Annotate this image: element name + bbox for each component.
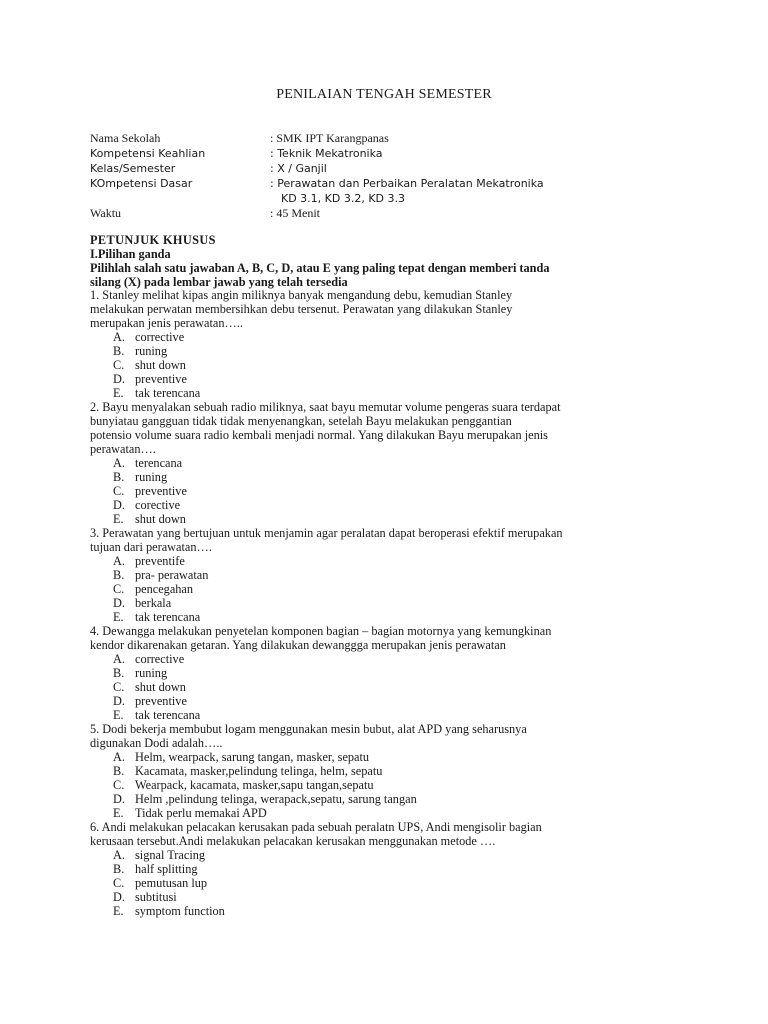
option-text: preventive	[135, 694, 187, 708]
question-text: tujuan dari perawatan….	[90, 540, 212, 554]
meta-label: Nama Sekolah	[90, 131, 161, 145]
answer-option	[113, 484, 187, 498]
option-text: signal Tracing	[135, 848, 206, 862]
option-letter: D.	[113, 596, 125, 610]
answer-option	[113, 610, 200, 624]
option-text: shut down	[135, 358, 186, 372]
option-text: runing	[135, 470, 168, 484]
answer-option	[113, 582, 193, 596]
answer-option	[113, 512, 186, 526]
answer-option	[113, 470, 167, 484]
question-text: 5. Dodi bekerja membubut logam menggunakan mesin bubut, alat APD yang seharusnya	[90, 722, 527, 736]
meta-value: : Perawatan dan Perbaikan Peralatan Mekatronika	[270, 177, 544, 190]
section-label: I.Pilihan ganda	[90, 247, 171, 261]
option-letter: A.	[113, 456, 125, 470]
option-letter: A.	[113, 554, 125, 568]
option-text: Tidak perlu memakai APD	[135, 806, 267, 820]
answer-option	[113, 764, 382, 778]
answer-option	[113, 666, 167, 680]
option-text: symptom function	[135, 904, 225, 918]
answer-option	[113, 344, 167, 358]
option-letter: E.	[113, 806, 124, 820]
answer-option	[113, 750, 369, 764]
option-text: preventive	[135, 484, 187, 498]
option-letter: C.	[113, 582, 125, 596]
option-text: half splitting	[135, 862, 198, 876]
option-letter: B.	[113, 344, 125, 358]
question-text: 2. Bayu menyalakan sebuah radio miliknya, saat bayu memutar volume pengeras suara terdapat	[90, 400, 561, 414]
option-text: shut down	[135, 680, 186, 694]
meta-value: : Teknik Mekatronika	[270, 147, 383, 160]
option-letter: E.	[113, 708, 124, 722]
option-letter: C.	[113, 680, 125, 694]
question-text: 4. Dewangga melakukan penyetelan komponen bagian – bagian motornya yang kemungkinan	[90, 624, 552, 638]
question-text: 3. Perawatan yang bertujuan untuk menjamin agar peralatan dapat beroperasi efektif merupakan	[90, 526, 563, 540]
answer-option	[113, 554, 185, 568]
option-text: corrective	[135, 652, 185, 666]
answer-option	[113, 358, 186, 372]
option-letter: D.	[113, 498, 125, 512]
answer-option	[113, 876, 207, 890]
question-text: melakukan perwatan membersihkan debu tersenut. Perawatan yang dilakukan Stanley	[90, 302, 513, 316]
option-letter: A.	[113, 652, 125, 666]
option-text: Helm, wearpack, sarung tangan, masker, sepatu	[135, 750, 370, 764]
answer-option	[113, 806, 267, 820]
question-text: 6. Andi melakukan pelacakan kerusakan pada sebuah peralatn UPS, Andi mengisolir bagian	[90, 820, 542, 834]
answer-option	[113, 680, 186, 694]
meta-label: Kelas/Semester	[90, 162, 176, 175]
option-text: corrective	[135, 330, 185, 344]
option-text: tak terencana	[135, 610, 201, 624]
option-text: shut down	[135, 512, 186, 526]
meta-label: Kompetensi Keahlian	[90, 147, 206, 160]
answer-option	[113, 652, 184, 666]
meta-value: : X / Ganjil	[270, 162, 327, 175]
answer-option	[113, 568, 208, 582]
option-letter: B.	[113, 470, 125, 484]
question-text: perawatan….	[90, 442, 156, 456]
option-letter: D.	[113, 372, 125, 386]
meta-label: Waktu	[90, 206, 122, 220]
option-letter: E.	[113, 386, 124, 400]
option-letter: B.	[113, 666, 125, 680]
option-letter: E.	[113, 512, 124, 526]
document-title: PENILAIAN TENGAH SEMESTER	[276, 87, 492, 102]
question-text: merupakan jenis perawatan…..	[90, 316, 243, 330]
answer-option	[113, 330, 184, 344]
option-letter: A.	[113, 750, 125, 764]
option-letter: A.	[113, 848, 125, 862]
question-text: bunyiatau gangguan tidak tidak menyenangkan, setelah Bayu melakukan penggantian	[90, 414, 512, 428]
option-letter: C.	[113, 778, 125, 792]
option-letter: C.	[113, 484, 125, 498]
option-letter: C.	[113, 358, 125, 372]
question-text: 1. Stanley melihat kipas angin miliknya banyak mengandung debu, kemudian Stanley	[90, 288, 513, 302]
option-letter: A.	[113, 330, 125, 344]
answer-option	[113, 596, 171, 610]
answer-option	[113, 456, 182, 470]
answer-option	[113, 694, 187, 708]
option-letter: D.	[113, 890, 125, 904]
option-text: preventive	[135, 372, 187, 386]
option-text: preventife	[135, 554, 185, 568]
option-text: tak terencana	[135, 386, 201, 400]
answer-option	[113, 862, 198, 876]
meta-value: : SMK IPT Karangpanas	[270, 131, 389, 145]
option-text: Kacamata, masker,pelindung telinga, helm, sepatu	[135, 764, 383, 778]
answer-option	[113, 778, 374, 792]
option-letter: B.	[113, 862, 125, 876]
meta-label: KOmpetensi Dasar	[90, 177, 193, 190]
option-text: berkala	[135, 596, 172, 610]
answer-option	[113, 904, 225, 918]
option-letter: E.	[113, 904, 124, 918]
question-text: kendor dikarenakan getaran. Yang dilakukan dewanggga merupakan jenis perawatan	[90, 638, 506, 652]
option-letter: E.	[113, 610, 124, 624]
option-text: Helm ,pelindung telinga, werapack,sepatu, sarung tangan	[135, 792, 417, 806]
answer-option	[113, 386, 200, 400]
option-letter: C.	[113, 876, 125, 890]
option-text: pra- perawatan	[135, 568, 209, 582]
question-text: potensio volume suara radio kembali menjadi normal. Yang dilakukan Bayu merupakan jenis	[90, 428, 548, 442]
question-text: digunakan Dodi adalah…..	[90, 736, 223, 750]
answer-option	[113, 792, 417, 806]
option-text: pencegahan	[135, 582, 194, 596]
option-letter: B.	[113, 764, 125, 778]
option-text: runing	[135, 344, 168, 358]
answer-option	[113, 890, 177, 904]
question-text: kerusaan tersebut.Andi melakukan pelacakan kerusakan menggunakan metode ….	[90, 834, 496, 848]
option-text: runing	[135, 666, 168, 680]
meta-value: : 45 Menit	[270, 206, 320, 220]
option-letter: B.	[113, 568, 125, 582]
answer-option	[113, 498, 180, 512]
option-text: Wearpack, kacamata, masker,sapu tangan,sepatu	[135, 778, 374, 792]
answer-option	[113, 848, 205, 862]
meta-value: KD 3.1, KD 3.2, KD 3.3	[281, 192, 406, 205]
option-text: terencana	[135, 456, 183, 470]
instruction-line: Pilihlah salah satu jawaban A, B, C, D, atau E yang paling tepat dengan memberi tanda	[90, 261, 550, 275]
instructions-heading: PETUNJUK KHUSUS	[90, 233, 216, 247]
option-text: corective	[135, 498, 181, 512]
instruction-line: silang (X) pada lembar jawab yang telah tersedia	[90, 275, 348, 289]
answer-option	[113, 708, 200, 722]
option-letter: D.	[113, 792, 125, 806]
option-letter: D.	[113, 694, 125, 708]
option-text: pemutusan lup	[135, 876, 208, 890]
answer-option	[113, 372, 187, 386]
option-text: subtitusi	[135, 890, 177, 904]
option-text: tak terencana	[135, 708, 201, 722]
